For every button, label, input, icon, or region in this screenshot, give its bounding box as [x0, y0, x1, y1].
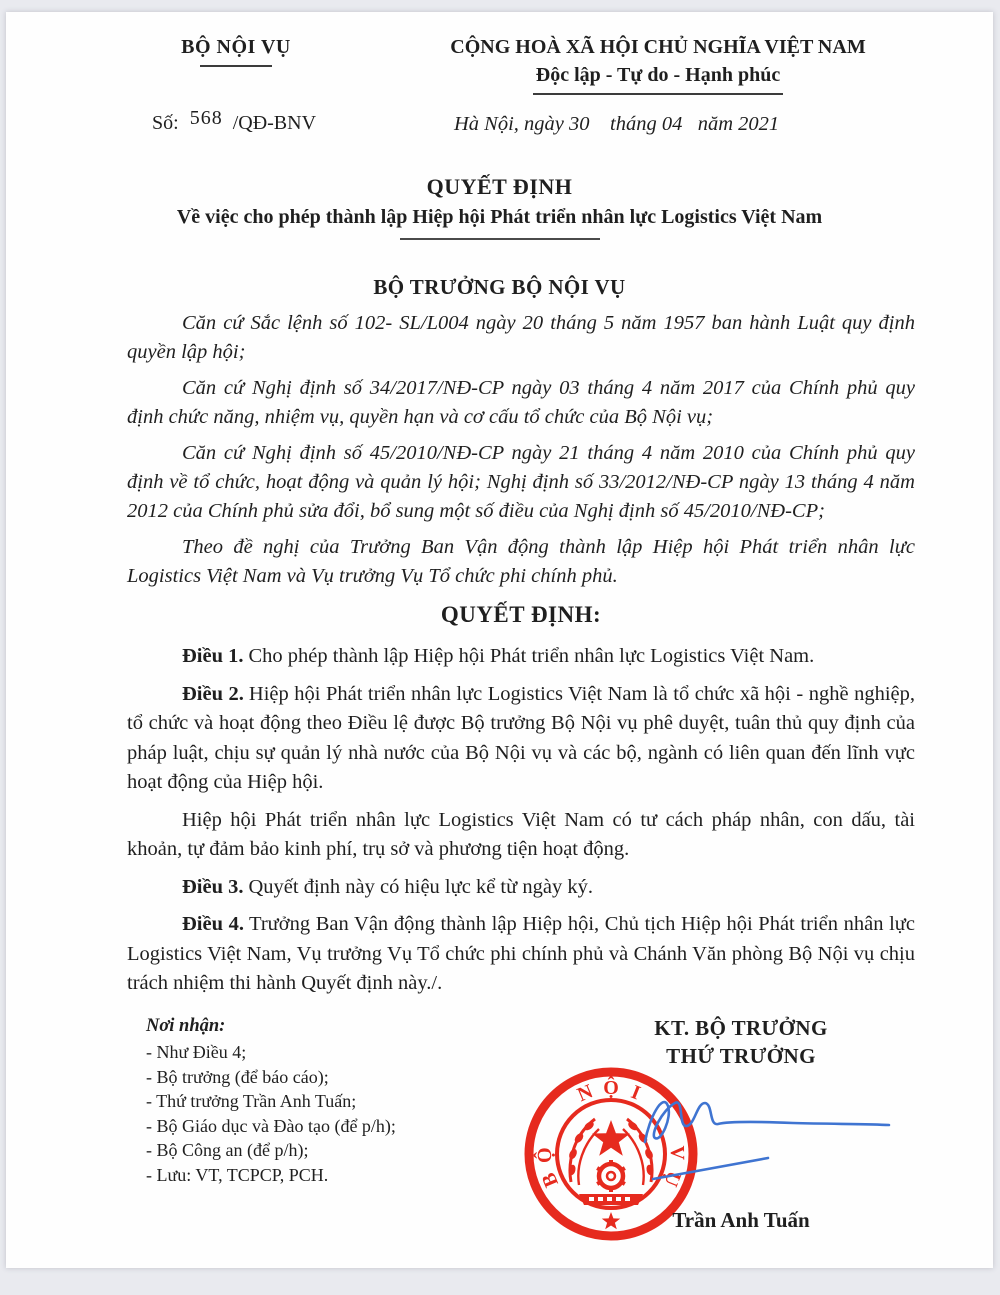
signature-stroke — [645, 1102, 889, 1142]
recipient-item: - Bộ Công an (để p/h); — [146, 1140, 309, 1160]
article-label: Điều 1. — [182, 645, 244, 667]
seal-banner — [579, 1194, 643, 1205]
article-paragraph — [127, 873, 915, 903]
preamble-paragraph: Căn cứ Nghị định số 45/2010/NĐ-CP ngày 21 tháng 4 năm 2010 của Chính phủ quy định về tổ chức, hoạt động và quản lý hội; Nghị định số 33/2012/NĐ-CP ngày 13 tháng 4 năm 2012 của Chính phủ sửa đổi, bổ sung một số điều của Nghị định số 45/2010/NĐ-CP; — [127, 442, 915, 522]
place-date-line: Hà Nội, ngày 30 tháng 04 năm 2021 — [454, 113, 780, 135]
recipients-label: Nơi nhận: — [146, 1016, 226, 1036]
authority-line-1: KT. BỘ TRƯỞNG — [654, 1016, 828, 1040]
recipient-item: - Thứ trưởng Trần Anh Tuấn; — [146, 1091, 357, 1111]
decision-subject: Về việc cho phép thành lập Hiệp hội Phát triển nhân lực Logistics Việt Nam — [176, 206, 823, 228]
decision-title-block — [6, 174, 993, 240]
preamble-paragraph: Theo đề nghị của Trưởng Ban Vận động thành lập Hiệp hội Phát triển nhân lực Logistics Việt Nam và Vụ trưởng Vụ Tổ chức phi chính phủ. — [127, 536, 915, 587]
national-title: CỘNG HOÀ XÃ HỘI CHỦ NGHĨA VIỆT NAM — [450, 36, 866, 58]
issuing-agency-name: BỘ NỘI VỤ — [181, 36, 291, 58]
article-text: Hiệp hội Phát triển nhân lực Logistics Việt Nam là tổ chức xã hội - nghề nghiệp, tổ chức và hoạt động theo Điều lệ được Bộ trưởng Bộ Nội vụ phê duyệt, tuân thủ quy định của pháp luật, chịu sự quản lý nhà nước của Bộ Nội vụ và các bộ, ngành có liên quan đến lĩnh vực hoạt động của Hiệp hội. — [127, 682, 915, 793]
signature-authority-block — [556, 1014, 926, 1070]
article-paragraph — [127, 680, 915, 798]
article-label: Điều 4. — [182, 913, 245, 935]
national-header-block — [398, 36, 918, 95]
article-text: Trưởng Ban Vận động thành lập Hiệp hội, Chủ tịch Hiệp hội Phát triển nhân lực Logistics Việt Nam, Vụ trưởng Vụ Tổ chức phi chính phủ và Chánh Văn phòng Bộ Nội vụ chịu trách nhiệm thi hành Quyết định này./. — [127, 913, 915, 994]
svg-text:V: V — [665, 1145, 689, 1161]
document-page — [6, 12, 993, 1268]
national-motto: Độc lập - Tự do - Hạnh phúc — [535, 64, 781, 86]
svg-text:Ụ: Ụ — [659, 1167, 686, 1190]
signer-name: Trần Anh Tuấn — [672, 1208, 810, 1232]
article-text: Quyết định này có hiệu lực kể từ ngày ký. — [248, 875, 593, 898]
svg-text:Ộ: Ộ — [603, 1077, 619, 1099]
article-label: Điều 2. — [182, 682, 244, 705]
subject-underline — [400, 238, 600, 240]
agency-underline — [200, 65, 272, 67]
recipient-item: - Bộ trưởng (để báo cáo); — [146, 1066, 329, 1087]
svg-text:Ộ: Ộ — [533, 1147, 557, 1164]
document-number-label: Số: — [152, 112, 184, 134]
article-paragraph — [127, 806, 915, 865]
recipient-item: - Như Điều 4; — [146, 1042, 247, 1062]
decision-operative-heading: QUYẾT ĐỊNH: — [440, 602, 602, 627]
issuer-heading: BỘ TRƯỞNG BỘ NỘI VỤ — [373, 275, 626, 299]
preamble-paragraph: Căn cứ Sắc lệnh số 102- SL/L004 ngày 20 tháng 5 năm 1957 ban hành Luật quy định quyền lập hội; — [127, 312, 915, 363]
article-paragraph — [127, 642, 915, 672]
handwritten-signature — [618, 1080, 903, 1195]
article-text: Hiệp hội Phát triển nhân lực Logistics Việt Nam có tư cách pháp nhân, con dấu, tài khoản, tự đảm bảo kinh phí, trụ sở và phương tiện hoạt động. — [127, 808, 915, 860]
article-label: Điều 3. — [182, 875, 244, 898]
document-number-value: 568 — [189, 107, 223, 129]
svg-text:I: I — [627, 1081, 644, 1105]
document-number-suffix: /QĐ-BNV — [232, 112, 317, 134]
document-body — [127, 309, 915, 1007]
svg-text:N: N — [574, 1080, 597, 1107]
decision-title: QUYẾT ĐỊNH — [426, 174, 573, 199]
recipients-block — [146, 1016, 506, 1187]
article-paragraph — [127, 910, 915, 999]
issuing-agency-block — [136, 36, 336, 67]
article-text: Cho phép thành lập Hiệp hội Phát triển nhân lực Logistics Việt Nam. — [248, 645, 815, 667]
recipient-item: - Lưu: VT, TCPCP, PCH. — [146, 1164, 329, 1185]
motto-underline — [533, 93, 783, 95]
recipient-item: - Bộ Giáo dục và Đào tạo (để p/h); — [146, 1115, 396, 1136]
document-number — [152, 107, 317, 135]
authority-line-2: THỨ TRƯỞNG — [666, 1044, 816, 1068]
signature-underline-stroke — [653, 1158, 768, 1179]
svg-text:B: B — [537, 1169, 563, 1191]
preamble-paragraph: Căn cứ Nghị định số 34/2017/NĐ-CP ngày 03 tháng 4 năm 2017 của Chính phủ quy định chức năng, nhiệm vụ, quyền hạn và cơ cấu tổ chức của Bộ Nội vụ; — [127, 377, 915, 428]
